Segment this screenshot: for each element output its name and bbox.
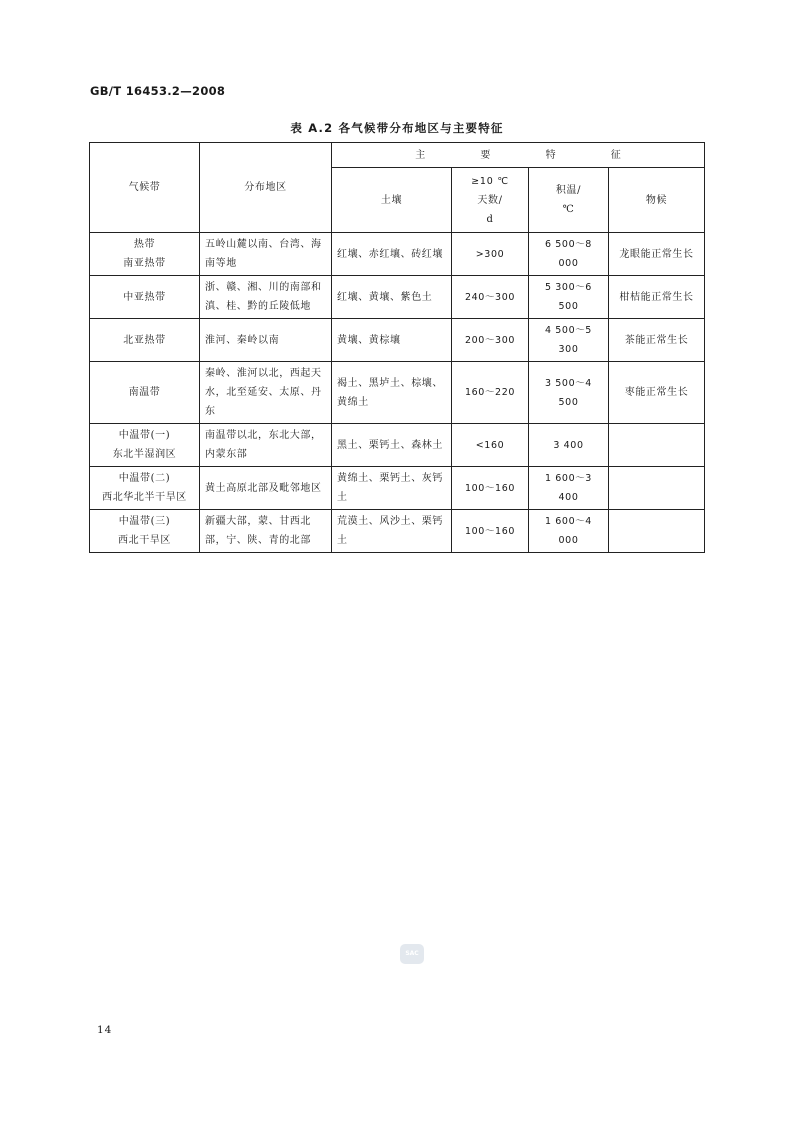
cell-climate-zone (90, 233, 200, 276)
cell-soil: 褐土、黑垆土、棕壤、黄绵土 (332, 362, 452, 424)
cell-days: 160～220 (452, 362, 529, 424)
zone-line2: 西北华北半干旱区 (102, 492, 187, 503)
page-number: 14 (97, 1024, 113, 1036)
table-row (90, 276, 705, 319)
climate-zone-table (89, 142, 705, 553)
zone-line2: 西北干旱区 (118, 535, 171, 546)
watermark-logo: SAC (400, 944, 424, 964)
cell-distribution: 新疆大部，蒙、甘西北部，宁、陕、青的北部 (200, 510, 332, 553)
zone-line1: 南温带 (128, 387, 161, 398)
cell-climate-zone (90, 319, 200, 362)
header-soil: 土壤 (332, 168, 452, 233)
table-row (90, 424, 705, 467)
zone-line2: 东北半湿润区 (112, 449, 177, 460)
cell-climate-zone (90, 467, 200, 510)
cell-soil: 黄绵土、栗钙土、灰钙土 (332, 467, 452, 510)
cell-days: 100～160 (452, 510, 529, 553)
header-row-1 (90, 143, 705, 168)
cell-climate-zone (90, 510, 200, 553)
cell-climate-zone (90, 424, 200, 467)
table-row (90, 467, 705, 510)
cell-soil: 红壤、赤红壤、砖红壤 (332, 233, 452, 276)
table-row (90, 319, 705, 362)
cell-climate-zone (90, 276, 200, 319)
header-main-features (332, 143, 705, 168)
cell-climate-zone (90, 362, 200, 424)
table-row (90, 510, 705, 553)
cell-accumulated-temp: 3 400 (529, 424, 609, 467)
cell-soil: 黑土、栗钙土、森林土 (332, 424, 452, 467)
header-accum-line2: ℃ (562, 204, 575, 215)
cell-phenology (609, 467, 705, 510)
cell-days: <160 (452, 424, 529, 467)
cell-distribution: 五岭山麓以南、台湾、海南等地 (200, 233, 332, 276)
header-accumulated-temp (529, 168, 609, 233)
cell-phenology (609, 424, 705, 467)
cell-phenology: 茶能正常生长 (609, 319, 705, 362)
header-distribution: 分布地区 (200, 143, 332, 233)
cell-accumulated-temp: 5 300～6 500 (529, 276, 609, 319)
header-phenology: 物候 (609, 168, 705, 233)
cell-accumulated-temp: 6 500～8 000 (529, 233, 609, 276)
cell-days: >300 (452, 233, 529, 276)
header-days-line3: d (486, 213, 494, 225)
header-days (452, 168, 529, 233)
cell-distribution: 浙、赣、湘、川的南部和滇、桂、黔的丘陵低地 (200, 276, 332, 319)
zone-line2: 南亚热带 (123, 258, 166, 269)
cell-phenology (609, 510, 705, 553)
header-days-line2: 天数/ (477, 194, 503, 206)
cell-distribution: 南温带以北，东北大部，内蒙东部 (200, 424, 332, 467)
header-accum-line1: 积温/ (555, 185, 582, 196)
zone-line1: 热带 (133, 239, 156, 250)
zone-line1: 中温带(三) (118, 516, 171, 527)
cell-days: 240～300 (452, 276, 529, 319)
cell-soil: 黄壤、黄棕壤 (332, 319, 452, 362)
zone-line1: 中亚热带 (123, 291, 166, 303)
cell-phenology: 枣能正常生长 (609, 362, 705, 424)
cell-accumulated-temp: 4 500～5 300 (529, 319, 609, 362)
table-row (90, 233, 705, 276)
cell-accumulated-temp: 1 600～4 000 (529, 510, 609, 553)
cell-soil: 荒漠土、风沙土、栗钙土 (332, 510, 452, 553)
header-climate-zone: 气候带 (90, 143, 200, 233)
cell-distribution: 黄土高原北部及毗邻地区 (200, 467, 332, 510)
header-days-line1: ≥10 ℃ (471, 175, 509, 187)
header-main-features-label: 主 要 特 征 (415, 149, 647, 161)
cell-days: 200～300 (452, 319, 529, 362)
standard-code: GB/T 16453.2—2008 (90, 84, 226, 98)
zone-line1: 北亚热带 (123, 334, 166, 346)
cell-phenology: 柑桔能正常生长 (609, 276, 705, 319)
cell-accumulated-temp: 3 500～4 500 (529, 362, 609, 424)
cell-distribution: 秦岭、淮河以北，西起天水，北至延安、太原、丹东 (200, 362, 332, 424)
zone-line1: 中温带(一) (118, 430, 171, 441)
table-title: 表 A.2 各气候带分布地区与主要特征 (290, 121, 504, 135)
cell-days: 100～160 (452, 467, 529, 510)
cell-soil: 红壤、黄壤、紫色土 (332, 276, 452, 319)
cell-distribution: 淮河、秦岭以南 (200, 319, 332, 362)
cell-accumulated-temp: 1 600～3 400 (529, 467, 609, 510)
cell-phenology: 龙眼能正常生长 (609, 233, 705, 276)
zone-line1: 中温带(二) (118, 473, 171, 484)
table-row (90, 362, 705, 424)
